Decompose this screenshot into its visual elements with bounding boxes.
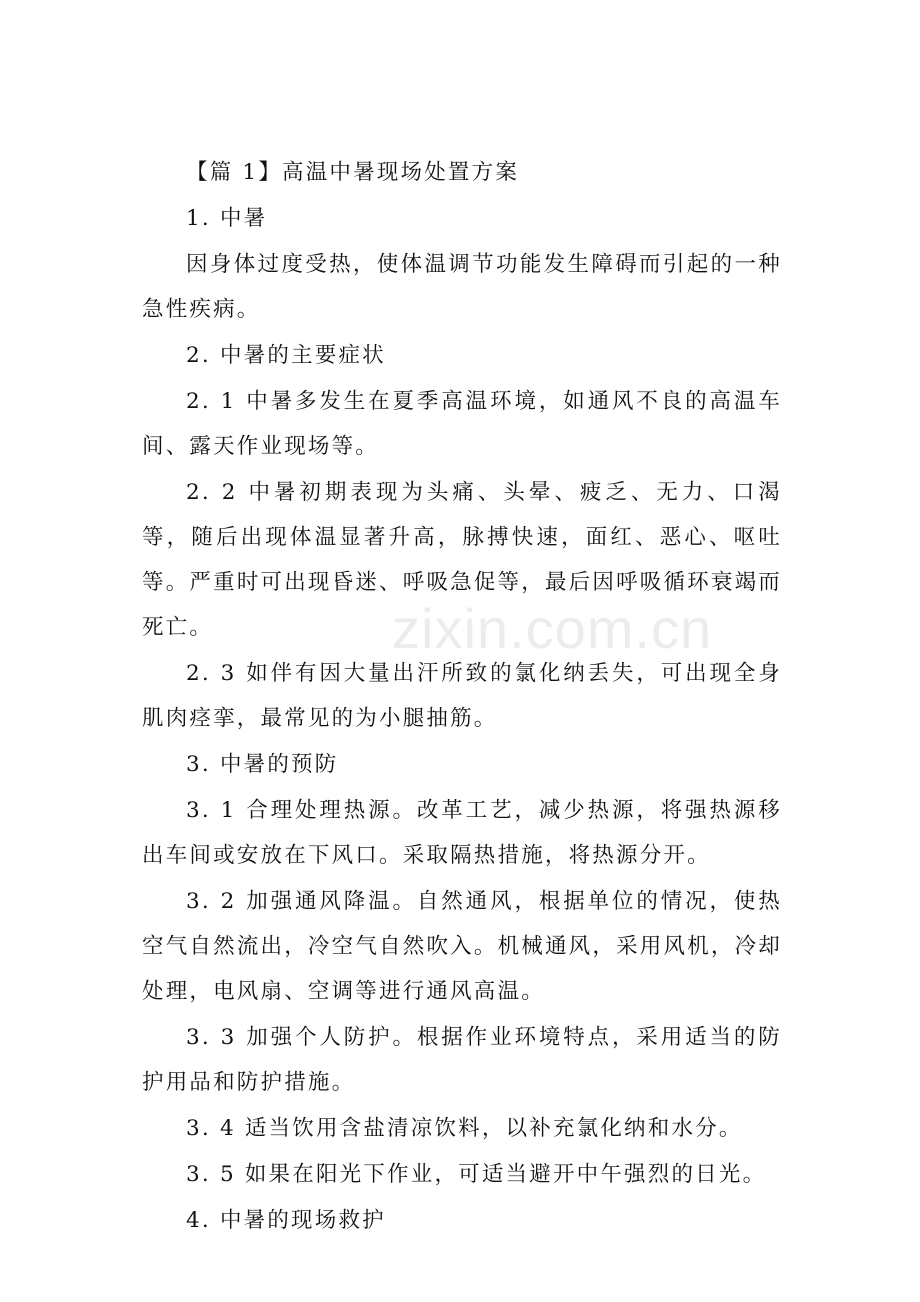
paragraph-2-3: 2. 3 如伴有因大量出汗所致的氯化纳丢失，可出现全身肌肉痉挛，最常见的为小腿抽筋。 [142,661,782,731]
section-heading-2: 2. 中暑的主要症状 [186,343,386,368]
paragraph-2-1: 2. 1 中暑多发生在夏季高温环境，如通风不良的高温车间、露天作业现场等。 [142,389,782,459]
document-body [142,150,782,1243]
paragraph-3-5: 3. 5 如果在阳光下作业，可适当避开中午强烈的日光。 [186,1162,767,1187]
watermark: zixin.com.cn [392,597,713,660]
document-title: 【篇 1】高温中暑现场处置方案 [186,160,520,185]
paragraph-definition: 因身体过度受热，使体温调节功能发生障碍而引起的一种急性疾病。 [142,252,782,322]
paragraph-3-1: 3. 1 合理处理热源。改革工艺，减少热源，将强热源移出车间或安放在下风口。采取隔热措施，将热源分开。 [142,798,782,868]
section-heading-1: 1. 中暑 [186,206,268,231]
section-heading-3: 3. 中暑的预防 [186,752,339,777]
paragraph-3-3: 3. 3 加强个人防护。根据作业环境特点，采用适当的防护用品和防护措施。 [142,1025,782,1095]
section-heading-4: 4. 中暑的现场救护 [186,1208,386,1233]
paragraph-3-2: 3. 2 加强通风降温。自然通风，根据单位的情况，使热空气自然流出，冷空气自然吹入。机械通风，采用风机，冷却处理，电风扇、空调等进行通风高温。 [142,889,782,1004]
paragraph-2-2: 2. 2 中暑初期表现为头痛、头晕、疲乏、无力、口渴等，随后出现体温显著升高，脉搏快速，面红、恶心、呕吐等。严重时可出现昏迷、呼吸急促等，最后因呼吸循环衰竭而死亡。 [142,480,782,640]
paragraph-3-4: 3. 4 适当饮用含盐清凉饮料，以补充氯化纳和水分。 [186,1116,743,1141]
